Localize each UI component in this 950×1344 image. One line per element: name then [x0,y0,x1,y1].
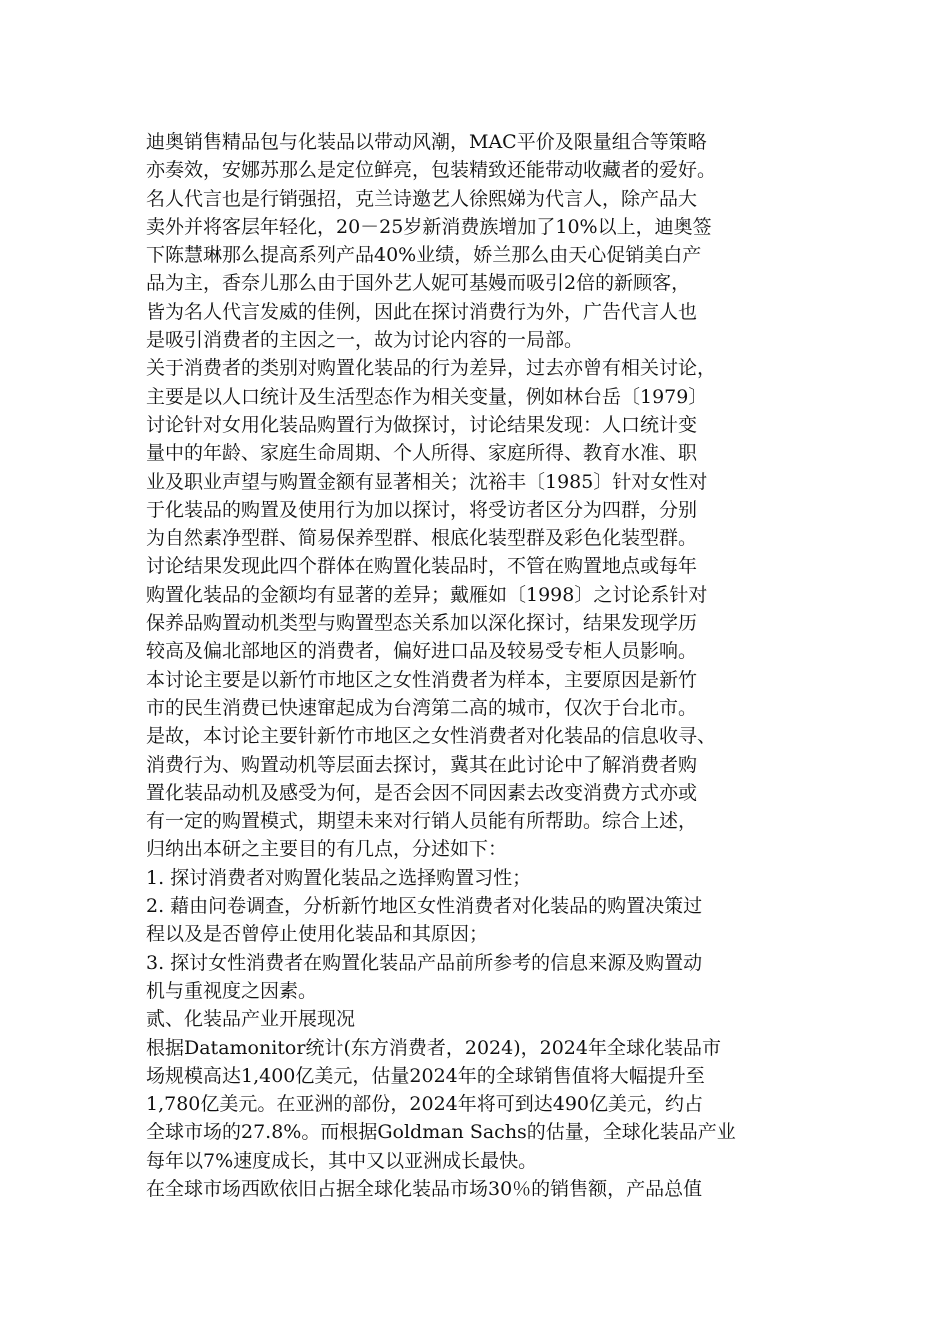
text-line: 1,780亿美元。在亚洲的部份，2024年将可到达490亿美元，约占 [146,1093,704,1116]
text-line: 于化装品的购置及使用行为加以探讨，将受访者区分为四群，分别 [146,498,698,521]
text-line: 全球市场的27.8%。而根据Goldman Sachs的估量，全球化装品产业 [146,1121,736,1144]
text-line: 主要是以人口统计及生活型态作为相关变量，例如林台岳〔1979〕 [146,385,708,408]
list-item: 3. 探讨女性消费者在购置化装品产品前所参考的信息来源及购置动 [146,951,703,974]
text-line: 置化装品动机及感受为何，是否会因不同因素去改变消费方式亦或 [146,781,698,804]
text-line: 名人代言也是行销强招，克兰诗邀艺人徐熙娣为代言人，除产品大 [146,187,698,210]
document-body [146,128,806,1203]
text-line: 机与重视度之因素。 [146,979,318,1002]
text-line: 是故，本讨论主要针新竹市地区之女性消费者对化装品的信息收寻、 [146,725,717,748]
text-line: 迪奥销售精品包与化装品以带动风潮，MAC平价及限量组合等策略 [146,131,707,153]
text-line: 消费行为、购置动机等层面去探讨，冀其在此讨论中了解消费者购 [146,753,698,776]
text-line: 保养品购置动机类型与购置型态关系加以深化探讨，结果发现学历 [146,612,698,635]
text-line: 业及职业声望与购置金额有显著相关；沈裕丰〔1985〕针对女性对 [146,470,708,493]
text-line: 根据Datamonitor统计(东方消费者，2024)，2024年全球化装品市 [146,1036,721,1059]
text-line: 较高及偏北部地区的消费者，偏好进口品及较易受专柜人员影响。 [146,640,698,663]
list-item: 2. 藉由问卷调查，分析新竹地区女性消费者对化装品的购置决策过 [146,895,703,918]
text-line: 在全球市场西欧依旧占据全球化装品市场30％的销售额，产品总值 [146,1177,703,1200]
text-line: 关于消费者的类别对购置化装品的行为差异，过去亦曾有相关讨论， [146,357,717,380]
text-line: 讨论结果发现此四个群体在购置化装品时，不管在购置地点或每年 [146,555,698,578]
text-line: 市的民生消费已快速窜起成为台湾第二高的城市，仅次于台北市。 [146,696,698,719]
text-line: 量中的年龄、家庭生命周期、个人所得、家庭所得、教育水准、职 [146,442,698,465]
text-line: 程以及是否曾停止使用化装品和其原因； [146,923,489,946]
text-line: 归纳出本研之主要目的有几点，分述如下： [146,838,508,861]
text-line: 每年以7%速度成长，其中又以亚洲成长最快。 [146,1149,538,1172]
text-line: 是吸引消费者的主因之一，故为讨论内容的一局部。 [146,329,584,352]
text-line: 购置化装品的金额均有显著的差异；戴雁如〔1998〕之讨论系针对 [146,583,708,606]
text-line: 卖外并将客层年轻化，20－25岁新消费族增加了10%以上，迪奥签 [146,215,712,238]
text-line: 有一定的购置模式，期望未来对行销人员能有所帮助。综合上述， [146,810,698,833]
text-line: 为自然素净型群、简易保养型群、根底化装型群及彩色化装型群。 [146,527,698,550]
list-item: 1. 探讨消费者对购置化装品之选择购置习性； [146,866,532,889]
text-line: 本讨论主要是以新竹市地区之女性消费者为样本，主要原因是新竹 [146,668,698,691]
text-line: 讨论针对女用化装品购置行为做探讨，讨论结果发现：人口统计变 [146,413,698,436]
text-line: 场规模高达1,400亿美元，估量2024年的全球销售值将大幅提升至 [146,1064,705,1087]
text-line: 品为主，香奈儿那么由于国外艺人妮可基嫚而吸引2倍的新顾客， [146,272,691,295]
section-heading: 贰、化装品产业开展现况 [146,1008,356,1031]
text-line: 亦奏效，安娜苏那么是定位鲜亮，包装精致还能带动收藏者的爱好。 [146,159,717,182]
text-line: 下陈慧琳那么提高系列产品40%业绩，娇兰那么由天心促销美白产 [146,244,702,267]
text-line: 皆为名人代言发威的佳例，因此在探讨消费行为外，广告代言人也 [146,300,698,323]
